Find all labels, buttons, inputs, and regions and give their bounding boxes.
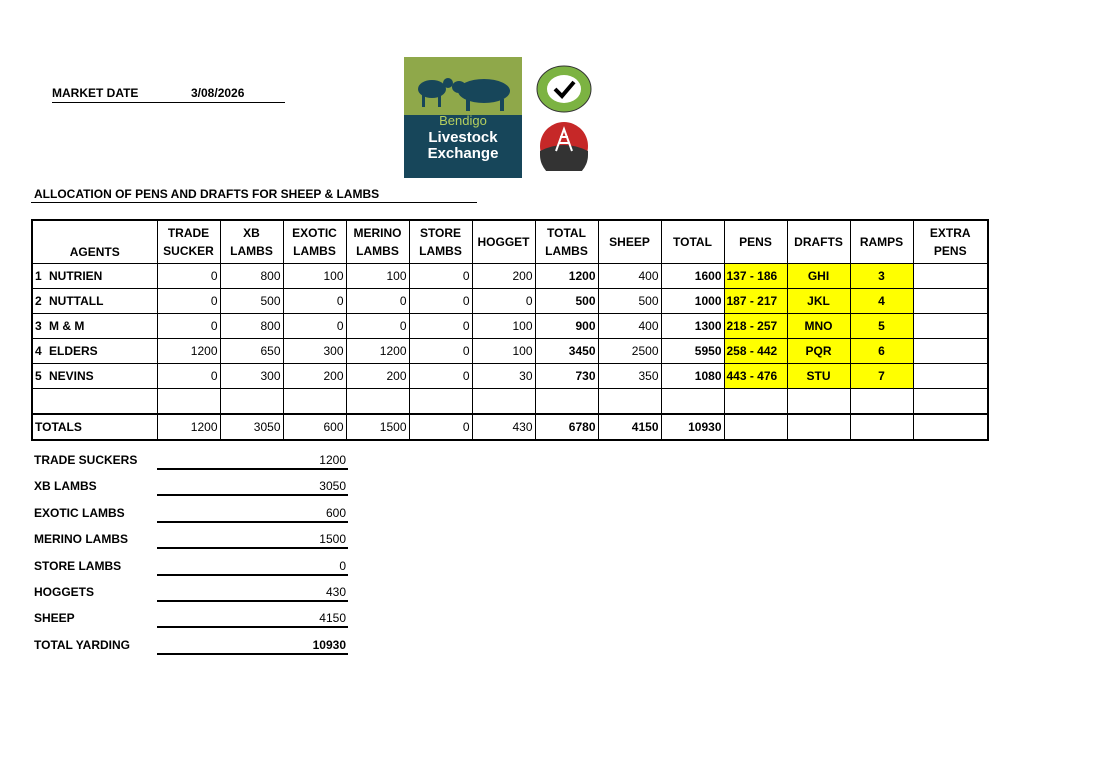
xb-cell: 800 [220, 314, 283, 339]
totals-xb: 3050 [220, 414, 283, 440]
sheep-cell: 400 [598, 314, 661, 339]
agent-name: NUTRIEN [49, 269, 103, 283]
market-date-underline [52, 102, 285, 103]
total-lambs-cell: 1200 [535, 264, 598, 289]
total-lambs-cell: 900 [535, 314, 598, 339]
xb-cell: 650 [220, 339, 283, 364]
total-cell: 1080 [661, 364, 724, 389]
trade-cell: 0 [157, 264, 220, 289]
summary-value: 1200 [319, 453, 346, 467]
summary-label: SHEEP [34, 611, 75, 626]
header-exotic-lambs: EXOTIC LAMBS [283, 220, 346, 264]
logo-line1: Bendigo [439, 113, 487, 128]
drafts-cell: GHI [787, 264, 850, 289]
totals-total-lambs: 6780 [535, 414, 598, 440]
market-date-value: 3/08/2026 [191, 86, 245, 100]
extra-pens-cell [913, 314, 988, 339]
summary-underline [157, 521, 348, 523]
ramps-cell: 6 [850, 339, 913, 364]
summary-value: 4150 [319, 611, 346, 626]
nsqa-program-badge-icon [536, 64, 592, 114]
totals-total: 10930 [661, 414, 724, 440]
totals-exotic: 600 [283, 414, 346, 440]
header-total: TOTAL [661, 220, 724, 264]
extra-pens-cell [913, 289, 988, 314]
sheep-cell: 350 [598, 364, 661, 389]
trade-cell: 0 [157, 364, 220, 389]
store-cell: 0 [409, 264, 472, 289]
agent-name: ELDERS [49, 344, 98, 358]
header-hogget: HOGGET [472, 220, 535, 264]
header-extra-pens: EXTRA PENS [913, 220, 988, 264]
sheep-cattle-icon [404, 63, 522, 113]
pens-cell: 443 - 476 [724, 364, 787, 389]
exotic-cell: 300 [283, 339, 346, 364]
totals-label: TOTALS [32, 414, 157, 440]
sheep-cell: 500 [598, 289, 661, 314]
pens-cell: 218 - 257 [724, 314, 787, 339]
trade-cell: 0 [157, 314, 220, 339]
bendigo-livestock-exchange-logo [404, 57, 522, 178]
xb-cell: 500 [220, 289, 283, 314]
summary-label: HOGGETS [34, 584, 95, 599]
agent-name: M & M [49, 319, 85, 333]
header-ramps: RAMPS [850, 220, 913, 264]
header-trade-sucker: TRADE SUCKER [157, 220, 220, 264]
store-cell: 0 [409, 289, 472, 314]
title-underline [31, 202, 477, 203]
extra-pens-cell [913, 364, 988, 389]
totals-hogget: 430 [472, 414, 535, 440]
summary-underline [157, 547, 348, 549]
summary-label: XB LAMBS [34, 479, 97, 494]
header-drafts: DRAFTS [787, 220, 850, 264]
hogget-cell: 0 [472, 289, 535, 314]
table-row [32, 364, 988, 389]
table-row [32, 289, 988, 314]
agent-number: 5 [35, 369, 42, 383]
pens-cell: 258 - 442 [724, 339, 787, 364]
summary-label: MERINO LAMBS [34, 532, 128, 547]
agent-name: NUTTALL [49, 294, 104, 308]
totals-row [32, 414, 988, 440]
header-store-lambs: STORE LAMBS [409, 220, 472, 264]
summary-value: 1500 [319, 532, 346, 547]
merino-cell: 0 [346, 314, 409, 339]
agent-number: 2 [35, 294, 42, 308]
hogget-cell: 200 [472, 264, 535, 289]
agent-number: 4 [35, 344, 42, 358]
summary-underline [157, 494, 348, 496]
drafts-cell: PQR [787, 339, 850, 364]
extra-pens-cell [913, 339, 988, 364]
merino-cell: 1200 [346, 339, 409, 364]
sheep-cell: 2500 [598, 339, 661, 364]
hogget-cell: 100 [472, 339, 535, 364]
summary-label: EXOTIC LAMBS [34, 505, 125, 520]
table-row [32, 339, 988, 364]
header-total-lambs: TOTAL LAMBS [535, 220, 598, 264]
summary-underline [157, 626, 348, 628]
summary-label: TOTAL YARDING [34, 637, 131, 652]
xb-cell: 300 [220, 364, 283, 389]
logo-line3: Exchange [427, 145, 499, 162]
pens-cell: 187 - 217 [724, 289, 787, 314]
merino-cell: 0 [346, 289, 409, 314]
trade-cell: 0 [157, 289, 220, 314]
livestock-exchange-badge-icon [536, 121, 592, 171]
header-row [32, 220, 988, 264]
sheep-cell: 400 [598, 264, 661, 289]
page-title: ALLOCATION OF PENS AND DRAFTS FOR SHEEP & LAMBS [34, 187, 380, 201]
total-cell: 1000 [661, 289, 724, 314]
drafts-cell: STU [787, 364, 850, 389]
total-lambs-cell: 500 [535, 289, 598, 314]
extra-pens-cell [913, 264, 988, 289]
header-xb-lambs: XB LAMBS [220, 220, 283, 264]
summary-value: 430 [325, 584, 346, 599]
agent-number: 1 [35, 269, 42, 283]
ramps-cell: 4 [850, 289, 913, 314]
ramps-cell: 3 [850, 264, 913, 289]
store-cell: 0 [409, 314, 472, 339]
agent-number: 3 [35, 319, 42, 333]
summary-value: 600 [325, 505, 346, 520]
summary-label: STORE LAMBS [34, 558, 122, 573]
agent-cell [32, 289, 157, 314]
exotic-cell: 0 [283, 314, 346, 339]
exotic-cell: 0 [283, 289, 346, 314]
blank-row [32, 389, 988, 415]
total-lambs-cell: 730 [535, 364, 598, 389]
agent-cell [32, 264, 157, 289]
summary-value: 3050 [319, 479, 346, 494]
allocation-table [31, 219, 989, 441]
store-cell: 0 [409, 364, 472, 389]
total-cell: 1300 [661, 314, 724, 339]
xb-cell: 800 [220, 264, 283, 289]
table-row [32, 314, 988, 339]
merino-cell: 100 [346, 264, 409, 289]
agent-cell [32, 314, 157, 339]
market-date-label: MARKET DATE [52, 86, 139, 100]
agent-cell [32, 364, 157, 389]
summary-value: 0 [339, 558, 346, 573]
ramps-cell: 7 [850, 364, 913, 389]
store-cell: 0 [409, 339, 472, 364]
logo-line2: Livestock [428, 129, 498, 146]
table-row [32, 264, 988, 289]
header-sheep: SHEEP [598, 220, 661, 264]
summary-underline [157, 600, 348, 602]
total-cell: 5950 [661, 339, 724, 364]
summary-underline [157, 574, 348, 576]
hogget-cell: 30 [472, 364, 535, 389]
agent-cell [32, 339, 157, 364]
summary-value: 10930 [312, 637, 346, 652]
total-cell: 1600 [661, 264, 724, 289]
totals-merino: 1500 [346, 414, 409, 440]
total-lambs-cell: 3450 [535, 339, 598, 364]
summary-underline [157, 653, 348, 655]
totals-store: 0 [409, 414, 472, 440]
header-pens: PENS [724, 220, 787, 264]
header-merino-lambs: MERINO LAMBS [346, 220, 409, 264]
drafts-cell: JKL [787, 289, 850, 314]
merino-cell: 200 [346, 364, 409, 389]
totals-trade: 1200 [157, 414, 220, 440]
totals-sheep: 4150 [598, 414, 661, 440]
exotic-cell: 100 [283, 264, 346, 289]
agent-name: NEVINS [49, 369, 94, 383]
pens-cell: 137 - 186 [724, 264, 787, 289]
exotic-cell: 200 [283, 364, 346, 389]
header-agents: AGENTS [32, 220, 157, 264]
hogget-cell: 100 [472, 314, 535, 339]
ramps-cell: 5 [850, 314, 913, 339]
summary-label: TRADE SUCKERS [34, 453, 138, 467]
summary-underline [157, 468, 348, 470]
drafts-cell: MNO [787, 314, 850, 339]
trade-cell: 1200 [157, 339, 220, 364]
